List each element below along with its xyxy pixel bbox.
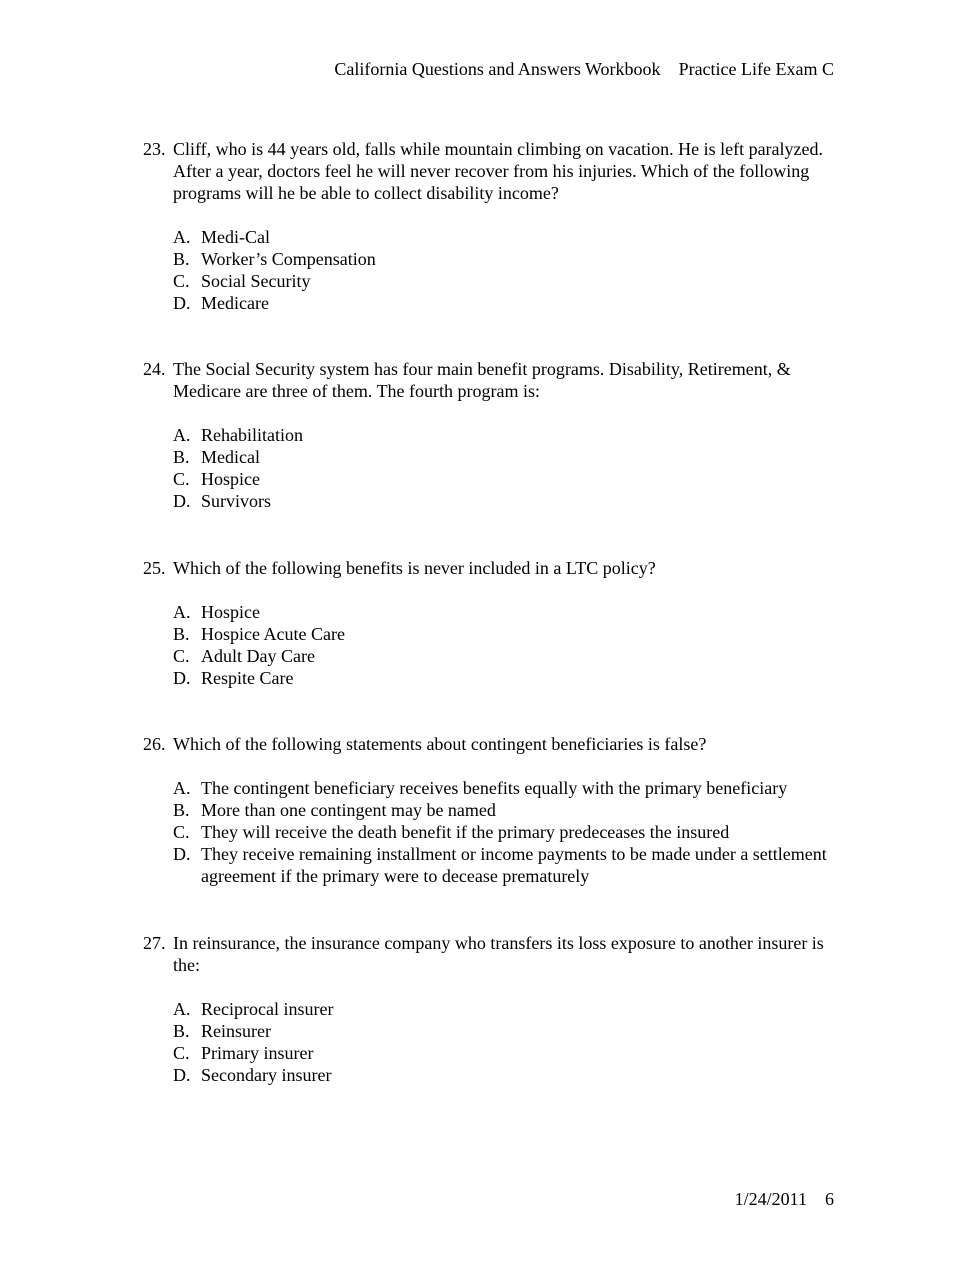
- answer-option: [173, 1042, 843, 1064]
- option-letter: D.: [173, 1065, 191, 1085]
- answer-option: [173, 270, 843, 292]
- question-27: [143, 932, 843, 1086]
- answer-option: [173, 821, 843, 843]
- option-text: Social Security: [201, 271, 311, 291]
- answer-option: [173, 998, 843, 1020]
- option-text: Medical: [201, 447, 260, 467]
- question-26: [143, 733, 843, 887]
- option-letter: C.: [173, 822, 190, 842]
- page-footer: [735, 1188, 834, 1210]
- option-letter: C.: [173, 271, 190, 291]
- answer-option: [173, 1020, 843, 1042]
- question-text: Cliff, who is 44 years old, falls while mountain climbing on vacation. He is left paralyzed. After a year, doctors feel he will never recover from his injuries. Which of the following programs will he be able to collect disability income?: [173, 139, 824, 203]
- option-text: They receive remaining installment or income payments to be made under a settlement agreement if the primary were to decease prematurely: [201, 844, 827, 886]
- option-letter: C.: [173, 469, 190, 489]
- answer-option: [173, 799, 843, 821]
- option-text: Survivors: [201, 491, 272, 511]
- option-letter: A.: [173, 425, 191, 445]
- option-letter: C.: [173, 1043, 190, 1063]
- question-number: 26.: [143, 734, 166, 754]
- answer-option: [173, 248, 843, 270]
- option-text: Medicare: [201, 293, 269, 313]
- option-letter: D.: [173, 293, 191, 313]
- footer-date: 1/24/2011: [734, 1189, 807, 1209]
- exam-title: Practice Life Exam C: [678, 59, 834, 79]
- option-text: Adult Day Care: [201, 646, 315, 666]
- option-text: Primary insurer: [201, 1043, 314, 1063]
- answer-option: [173, 667, 843, 689]
- answer-option: [173, 601, 843, 623]
- answer-options: [143, 777, 843, 887]
- option-text: Hospice: [201, 469, 260, 489]
- option-text: The contingent beneficiary receives benefits equally with the primary beneficiary: [201, 778, 788, 798]
- question-23: [143, 138, 843, 314]
- option-letter: A.: [173, 778, 191, 798]
- question-25: [143, 557, 843, 689]
- question-text: The Social Security system has four main benefit programs. Disability, Retirement, & Medicare are three of them. The fourth program is:: [173, 359, 791, 401]
- answer-options: [143, 998, 843, 1086]
- option-letter: B.: [173, 624, 190, 644]
- question-number: 24.: [143, 359, 166, 379]
- question-stem: [143, 138, 843, 204]
- option-text: Reciprocal insurer: [201, 999, 334, 1019]
- option-text: Secondary insurer: [201, 1065, 332, 1085]
- option-letter: D.: [173, 491, 191, 511]
- page-number: 6: [825, 1189, 834, 1209]
- page-header: [334, 58, 834, 80]
- option-letter: B.: [173, 1021, 190, 1041]
- question-stem: [143, 733, 843, 755]
- question-stem: [143, 932, 843, 976]
- workbook-title: California Questions and Answers Workbook: [334, 59, 661, 79]
- answer-option: [173, 446, 843, 468]
- answer-option: [173, 292, 843, 314]
- option-text: Hospice Acute Care: [201, 624, 345, 644]
- answer-option: [173, 645, 843, 667]
- option-text: Worker’s Compensation: [201, 249, 376, 269]
- answer-options: [143, 424, 843, 512]
- option-letter: A.: [173, 602, 191, 622]
- answer-option: [173, 1064, 843, 1086]
- question-text: In reinsurance, the insurance company who transfers its loss exposure to another insurer is the:: [173, 933, 824, 975]
- question-stem: [143, 358, 843, 402]
- option-text: Rehabilitation: [201, 425, 303, 445]
- option-letter: D.: [173, 844, 191, 864]
- option-letter: B.: [173, 800, 190, 820]
- option-text: Respite Care: [201, 668, 294, 688]
- option-text: Hospice: [201, 602, 260, 622]
- answer-option: [173, 490, 843, 512]
- question-stem: [143, 557, 843, 579]
- answer-option: [173, 623, 843, 645]
- option-text: Reinsurer: [201, 1021, 271, 1041]
- option-letter: A.: [173, 999, 191, 1019]
- answer-option: [173, 226, 843, 248]
- answer-option: [173, 468, 843, 490]
- option-text: More than one contingent may be named: [201, 800, 496, 820]
- question-number: 27.: [143, 933, 166, 953]
- option-letter: A.: [173, 227, 191, 247]
- question-24: [143, 358, 843, 512]
- answer-options: [143, 601, 843, 689]
- question-number: 23.: [143, 139, 166, 159]
- option-letter: B.: [173, 249, 190, 269]
- option-text: Medi-Cal: [201, 227, 270, 247]
- answer-option: [173, 777, 843, 799]
- question-text: Which of the following statements about contingent beneficiaries is false?: [173, 734, 707, 754]
- option-letter: B.: [173, 447, 190, 467]
- answer-option: [173, 843, 843, 887]
- answer-options: [143, 226, 843, 314]
- option-letter: D.: [173, 668, 191, 688]
- option-text: They will receive the death benefit if the primary predeceases the insured: [201, 822, 730, 842]
- option-letter: C.: [173, 646, 190, 666]
- question-number: 25.: [143, 558, 166, 578]
- question-text: Which of the following benefits is never included in a LTC policy?: [173, 558, 656, 578]
- answer-option: [173, 424, 843, 446]
